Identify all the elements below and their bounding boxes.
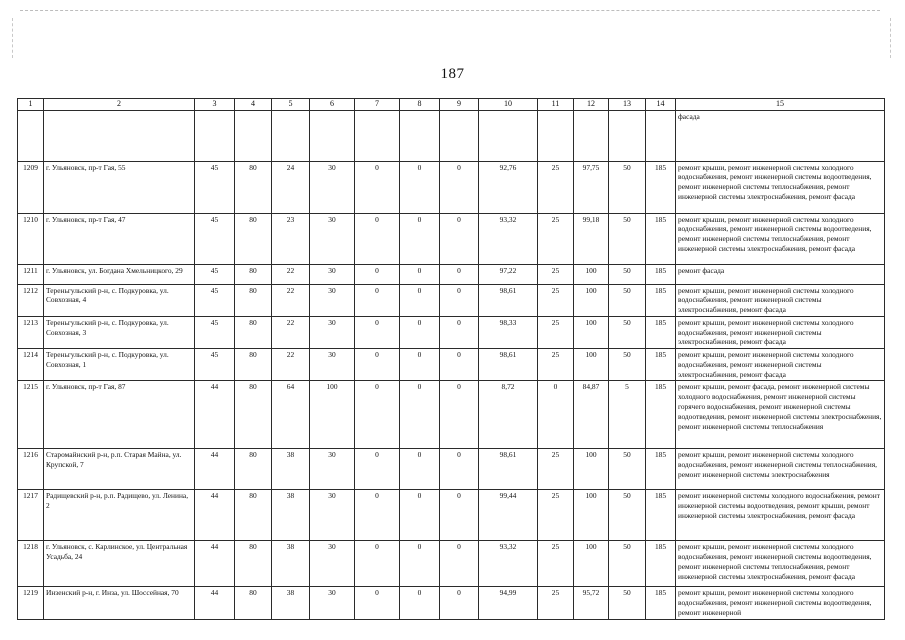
value-cell: 22	[272, 264, 310, 284]
value-cell: 30	[310, 449, 355, 490]
value-cell: 30	[310, 284, 355, 316]
value-cell: 80	[235, 264, 272, 284]
value-cell: 30	[310, 213, 355, 264]
column-header: 12	[574, 99, 609, 111]
value-cell: 0	[400, 284, 440, 316]
value-cell: 0	[440, 490, 479, 541]
value-cell: 25	[538, 349, 574, 381]
value-cell: 100	[574, 316, 609, 348]
value-cell: 64	[272, 381, 310, 449]
value-cell: 0	[440, 381, 479, 449]
value-cell: 0	[440, 213, 479, 264]
scan-edge-left	[12, 18, 13, 58]
value-cell: 185	[646, 541, 676, 587]
value-cell: 45	[195, 161, 235, 213]
works-cell: ремонт крыши, ремонт инженерной системы холодного водоснабжения, ремонт инженерной системы теплоснабжения, ремонт инженерной системы электроснабжения	[676, 449, 885, 490]
address-cell: Тереньгульский р-н, с. Подкуровка, ул. Совхозная, 4	[44, 284, 195, 316]
value-cell: 45	[195, 284, 235, 316]
works-cell: ремонт крыши, ремонт инженерной системы холодного водоснабжения, ремонт инженерной системы водоотведения, ремонт инженерной системы теплоснабжения, ремонт инженерной системы электроснабжения, ремонт фасада	[676, 541, 885, 587]
value-cell: 100	[574, 490, 609, 541]
value-cell: 0	[538, 381, 574, 449]
value-cell: 80	[235, 161, 272, 213]
value-cell: 30	[310, 349, 355, 381]
address-cell: г. Ульяновск, с. Карлинское, ул. Центральная Усадьба, 24	[44, 541, 195, 587]
row-number: 1214	[18, 349, 44, 381]
value-cell: 25	[538, 264, 574, 284]
value-cell: 0	[355, 316, 400, 348]
value-cell: 98,33	[479, 316, 538, 348]
scan-edge-right	[890, 18, 891, 58]
value-cell: 185	[646, 381, 676, 449]
value-cell: 0	[355, 381, 400, 449]
value-cell: 0	[440, 541, 479, 587]
capital-repair-table	[17, 98, 885, 620]
value-cell: 0	[355, 213, 400, 264]
value-cell: 100	[310, 381, 355, 449]
value-cell: 0	[440, 316, 479, 348]
value-cell: 0	[400, 161, 440, 213]
value-cell: 185	[646, 264, 676, 284]
address-cell: г. Ульяновск, пр-т Гая, 55	[44, 161, 195, 213]
address-cell: Тереньгульский р-н, с. Подкуровка, ул. Совхозная, 3	[44, 316, 195, 348]
row-number: 1219	[18, 587, 44, 620]
value-cell: 44	[195, 541, 235, 587]
value-cell: 80	[235, 449, 272, 490]
value-cell: 0	[440, 449, 479, 490]
value-cell: 23	[272, 213, 310, 264]
table-row	[18, 213, 885, 264]
continuation-text: фасада	[676, 110, 885, 161]
value-cell: 185	[646, 161, 676, 213]
value-cell: 100	[574, 449, 609, 490]
column-header: 8	[400, 99, 440, 111]
value-cell: 0	[400, 381, 440, 449]
works-cell: ремонт крыши, ремонт инженерной системы холодного водоснабжения, ремонт инженерной системы электроснабжения, ремонт фасада	[676, 316, 885, 348]
value-cell: 80	[235, 213, 272, 264]
column-header: 5	[272, 99, 310, 111]
value-cell: 94,99	[479, 587, 538, 620]
row-number: 1217	[18, 490, 44, 541]
column-header: 13	[609, 99, 646, 111]
value-cell: 0	[400, 264, 440, 284]
works-cell: ремонт инженерной системы холодного водоснабжения, ремонт инженерной системы водоотведения, ремонт крыши, ремонт инженерной системы электроснабжения, ремонт фасада	[676, 490, 885, 541]
value-cell: 50	[609, 161, 646, 213]
value-cell: 0	[355, 161, 400, 213]
address-cell: г. Ульяновск, ул. Богдана Хмельницкого, 29	[44, 264, 195, 284]
value-cell: 45	[195, 316, 235, 348]
table-row	[18, 490, 885, 541]
works-cell: ремонт крыши, ремонт фасада, ремонт инженерной системы холодного водоснабжения, ремонт инженерной системы горячего водоснабжения, ремонт инженерной системы водоотведения, ремонт инженерной системы электроснабжения, ремонт инженерной системы теплоснабжения	[676, 381, 885, 449]
value-cell: 45	[195, 349, 235, 381]
value-cell: 100	[574, 284, 609, 316]
value-cell: 5	[609, 381, 646, 449]
value-cell: 80	[235, 587, 272, 620]
value-cell: 93,32	[479, 213, 538, 264]
value-cell: 38	[272, 541, 310, 587]
works-cell: ремонт фасада	[676, 264, 885, 284]
value-cell: 30	[310, 587, 355, 620]
value-cell: 25	[538, 284, 574, 316]
address-cell: Старомайнский р-н, р.п. Старая Майна, ул. Крупской, 7	[44, 449, 195, 490]
value-cell: 98,61	[479, 349, 538, 381]
works-cell: ремонт крыши, ремонт инженерной системы холодного водоснабжения, ремонт инженерной системы водоотведения, ремонт инженерной системы теплоснабжения, ремонт инженерной системы электроснабжения, ремонт фасада	[676, 161, 885, 213]
works-cell: ремонт крыши, ремонт инженерной системы холодного водоснабжения, ремонт инженерной системы электроснабжения, ремонт фасада	[676, 349, 885, 381]
works-cell: ремонт крыши, ремонт инженерной системы холодного водоснабжения, ремонт инженерной системы водоотведения, ремонт инженерной	[676, 587, 885, 620]
value-cell: 0	[400, 587, 440, 620]
table-row	[18, 264, 885, 284]
value-cell: 0	[440, 161, 479, 213]
value-cell: 0	[355, 587, 400, 620]
address-cell: Радищевский р-н, р.п. Радищево, ул. Ленина, 2	[44, 490, 195, 541]
value-cell: 97,75	[574, 161, 609, 213]
column-header: 6	[310, 99, 355, 111]
column-header: 9	[440, 99, 479, 111]
value-cell: 0	[355, 541, 400, 587]
table-row	[18, 381, 885, 449]
value-cell: 0	[440, 264, 479, 284]
value-cell: 0	[400, 316, 440, 348]
column-header: 1	[18, 99, 44, 111]
value-cell: 38	[272, 490, 310, 541]
value-cell: 30	[310, 264, 355, 284]
value-cell: 0	[355, 490, 400, 541]
value-cell: 45	[195, 264, 235, 284]
value-cell: 100	[574, 349, 609, 381]
value-cell: 93,32	[479, 541, 538, 587]
value-cell: 95,72	[574, 587, 609, 620]
column-header: 15	[676, 99, 885, 111]
row-number: 1215	[18, 381, 44, 449]
row-number: 1216	[18, 449, 44, 490]
value-cell: 97,22	[479, 264, 538, 284]
value-cell: 25	[538, 213, 574, 264]
row-number: 1210	[18, 213, 44, 264]
value-cell: 185	[646, 213, 676, 264]
value-cell: 25	[538, 316, 574, 348]
column-header: 10	[479, 99, 538, 111]
address-cell: г. Ульяновск, пр-т Гая, 87	[44, 381, 195, 449]
table-row	[18, 541, 885, 587]
value-cell: 8,72	[479, 381, 538, 449]
value-cell: 80	[235, 490, 272, 541]
value-cell: 99,44	[479, 490, 538, 541]
value-cell: 45	[195, 213, 235, 264]
value-cell: 50	[609, 213, 646, 264]
row-number: 1211	[18, 264, 44, 284]
value-cell: 98,61	[479, 449, 538, 490]
value-cell: 0	[400, 449, 440, 490]
value-cell: 80	[235, 541, 272, 587]
value-cell: 50	[609, 349, 646, 381]
value-cell: 0	[400, 541, 440, 587]
table-row	[18, 316, 885, 348]
value-cell: 25	[538, 161, 574, 213]
value-cell: 185	[646, 490, 676, 541]
value-cell: 185	[646, 587, 676, 620]
column-header: 14	[646, 99, 676, 111]
row-number: 1213	[18, 316, 44, 348]
value-cell: 185	[646, 316, 676, 348]
table-row	[18, 587, 885, 620]
value-cell: 44	[195, 449, 235, 490]
value-cell: 0	[355, 349, 400, 381]
value-cell: 50	[609, 264, 646, 284]
value-cell: 185	[646, 449, 676, 490]
column-header: 3	[195, 99, 235, 111]
value-cell: 50	[609, 316, 646, 348]
column-header: 4	[235, 99, 272, 111]
value-cell: 185	[646, 349, 676, 381]
value-cell: 30	[310, 161, 355, 213]
value-cell: 25	[538, 541, 574, 587]
value-cell: 80	[235, 349, 272, 381]
value-cell: 0	[355, 264, 400, 284]
value-cell: 80	[235, 381, 272, 449]
value-cell: 0	[440, 587, 479, 620]
value-cell: 25	[538, 587, 574, 620]
value-cell: 99,18	[574, 213, 609, 264]
table-row	[18, 449, 885, 490]
table-row	[18, 161, 885, 213]
value-cell: 100	[574, 264, 609, 284]
value-cell: 0	[400, 349, 440, 381]
value-cell: 0	[400, 490, 440, 541]
column-header: 7	[355, 99, 400, 111]
address-cell: Тереньгульский р-н, с. Подкуровка, ул. Совхозная, 1	[44, 349, 195, 381]
value-cell: 38	[272, 449, 310, 490]
scan-edge-top	[20, 10, 880, 11]
address-cell: Инзенский р-н, г. Инза, ул. Шоссейная, 70	[44, 587, 195, 620]
address-cell: г. Ульяновск, пр-т Гая, 47	[44, 213, 195, 264]
value-cell: 25	[538, 449, 574, 490]
works-cell: ремонт крыши, ремонт инженерной системы холодного водоснабжения, ремонт инженерной системы электроснабжения, ремонт фасада	[676, 284, 885, 316]
value-cell: 22	[272, 349, 310, 381]
value-cell: 0	[440, 284, 479, 316]
value-cell: 44	[195, 587, 235, 620]
value-cell: 50	[609, 284, 646, 316]
value-cell: 25	[538, 490, 574, 541]
works-cell: ремонт крыши, ремонт инженерной системы холодного водоснабжения, ремонт инженерной системы водоотведения, ремонт инженерной системы теплоснабжения, ремонт инженерной системы электроснабжения, ремонт фасада	[676, 213, 885, 264]
row-number: 1218	[18, 541, 44, 587]
value-cell: 185	[646, 284, 676, 316]
value-cell: 50	[609, 587, 646, 620]
value-cell: 50	[609, 541, 646, 587]
value-cell: 44	[195, 381, 235, 449]
table-row	[18, 349, 885, 381]
value-cell: 50	[609, 490, 646, 541]
value-cell: 0	[355, 284, 400, 316]
value-cell: 30	[310, 541, 355, 587]
value-cell: 38	[272, 587, 310, 620]
page-number: 187	[440, 66, 465, 82]
value-cell: 50	[609, 449, 646, 490]
value-cell: 44	[195, 490, 235, 541]
value-cell: 24	[272, 161, 310, 213]
value-cell: 0	[400, 213, 440, 264]
value-cell: 84,87	[574, 381, 609, 449]
continuation-row	[18, 110, 885, 161]
value-cell: 30	[310, 316, 355, 348]
value-cell: 80	[235, 316, 272, 348]
value-cell: 100	[574, 541, 609, 587]
value-cell: 30	[310, 490, 355, 541]
column-header: 2	[44, 99, 195, 111]
table-row	[18, 284, 885, 316]
row-number: 1212	[18, 284, 44, 316]
value-cell: 80	[235, 284, 272, 316]
value-cell: 92,76	[479, 161, 538, 213]
value-cell: 0	[355, 449, 400, 490]
value-cell: 98,61	[479, 284, 538, 316]
column-header: 11	[538, 99, 574, 111]
row-number: 1209	[18, 161, 44, 213]
value-cell: 22	[272, 316, 310, 348]
value-cell: 22	[272, 284, 310, 316]
value-cell: 0	[440, 349, 479, 381]
column-number-row	[18, 99, 885, 111]
